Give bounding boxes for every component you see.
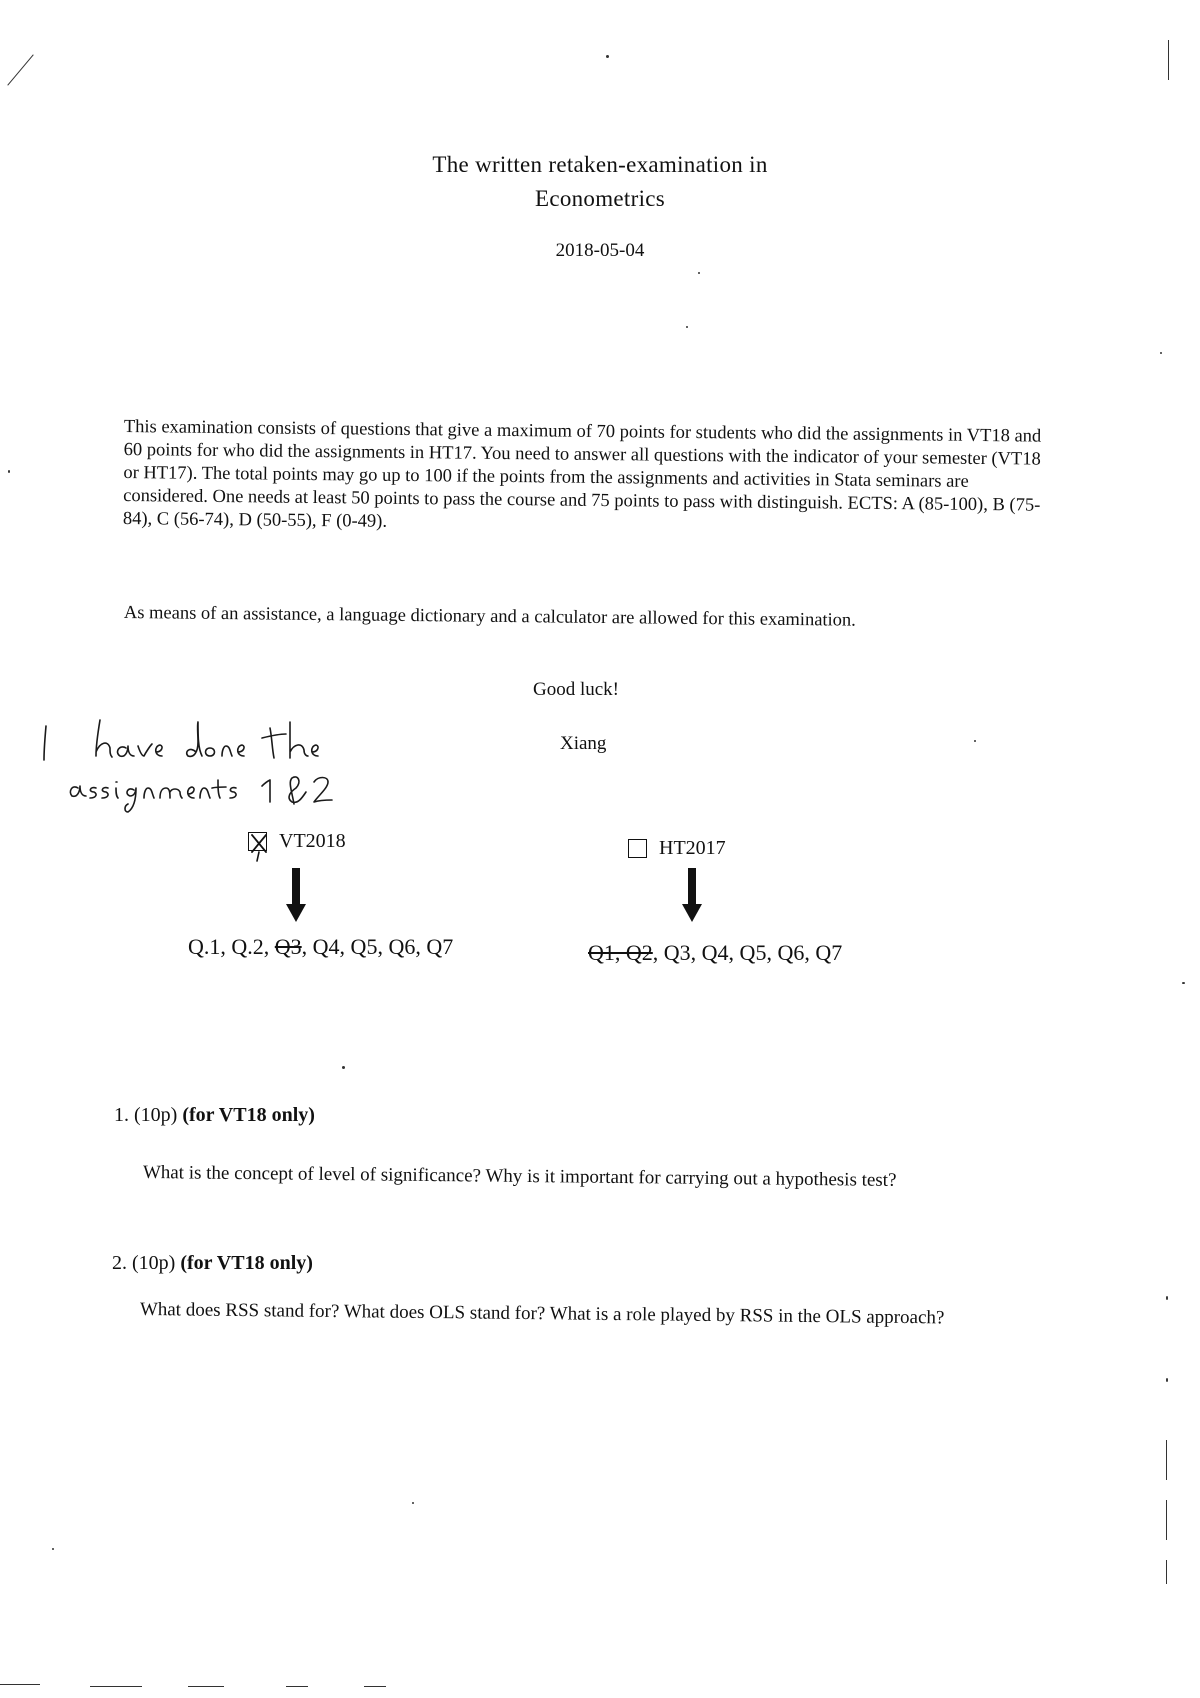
question-number: 1. xyxy=(114,1104,129,1126)
question-scope: (for VT18 only) xyxy=(182,1104,315,1126)
question-number: 2. xyxy=(112,1252,127,1274)
scan-speck xyxy=(364,1686,386,1687)
vt2018-questions-prefix: Q.1, Q.2, xyxy=(188,934,275,959)
arrow-down-icon xyxy=(682,868,702,922)
scan-speck xyxy=(1166,1296,1168,1300)
scan-speck xyxy=(342,1066,345,1069)
scan-speck xyxy=(7,54,33,85)
scan-speck xyxy=(1168,40,1169,80)
semester-ht2017[interactable] xyxy=(628,837,726,860)
vt2018-questions-suffix: , Q4, Q5, Q6, Q7 xyxy=(301,934,454,959)
vt2018-label: VT2018 xyxy=(279,830,346,852)
author-name: Xiang xyxy=(560,733,607,754)
scan-speck xyxy=(1166,1500,1167,1540)
semester-vt2018[interactable] xyxy=(248,830,346,853)
scan-speck xyxy=(1166,1378,1168,1382)
exam-date: 2018-05-04 xyxy=(555,240,645,261)
good-luck-text: Good luck! xyxy=(533,679,620,700)
scan-speck xyxy=(0,1684,40,1685)
handwritten-check-mark-icon xyxy=(245,828,273,862)
scan-speck xyxy=(8,470,10,473)
intro-paragraph: This examination consists of questions that give a maximum of 70 points for students who did the assignments in VT18 and 60 points for who did the assignments in HT17. You need to answer all questions with the indicator of your semester (VT18 or HT17). The total points may go up to 100 if the points from the assignments and activities in Stata seminars are considered. One needs at least 50 points to pass the course and 75 points to pass with distinguish. ECTS: A (85-100), B (75-84), C (56-74), D (50-55), F (0-49). xyxy=(122,416,1042,532)
exam-title-line2: Econometrics xyxy=(534,186,666,211)
scan-speck xyxy=(286,1686,308,1687)
ht2017-struck-questions: Q1, Q2 xyxy=(588,940,653,965)
scan-speck xyxy=(1160,352,1162,354)
ht2017-label: HT2017 xyxy=(659,837,726,859)
aids-paragraph: As means of an assistance, a language dictionary and a calculator are allowed for this examination. xyxy=(123,602,856,631)
scan-speck xyxy=(1166,1560,1167,1584)
scan-speck xyxy=(698,272,700,274)
question-1-heading xyxy=(114,1104,315,1127)
scan-speck xyxy=(90,1686,142,1687)
ht2017-checkbox[interactable] xyxy=(628,839,647,858)
question-points: (10p) xyxy=(132,1252,176,1274)
scan-speck xyxy=(974,740,976,742)
question-1-text: What is the concept of level of significance? Why is it important for carrying out a hypothesis test? xyxy=(142,1162,897,1191)
scan-speck xyxy=(1166,1440,1167,1480)
scan-speck xyxy=(606,55,609,58)
question-2-text: What does RSS stand for? What does OLS stand for? What is a role played by RSS in the OLS approach? xyxy=(139,1299,945,1329)
ht2017-question-list xyxy=(588,940,842,966)
scan-speck xyxy=(1182,982,1185,984)
vt2018-question-list xyxy=(188,934,453,960)
scan-speck xyxy=(52,1548,54,1550)
ht2017-questions-suffix: , Q3, Q4, Q5, Q6, Q7 xyxy=(652,940,843,965)
question-scope: (for VT18 only) xyxy=(180,1252,313,1274)
arrow-down-icon xyxy=(286,868,306,922)
question-2-heading xyxy=(112,1252,313,1275)
scan-speck xyxy=(686,326,688,328)
scan-speck xyxy=(412,1502,414,1504)
handwritten-note xyxy=(0,712,360,822)
vt2018-checkbox[interactable] xyxy=(248,832,267,851)
scan-speck xyxy=(188,1686,224,1687)
question-points: (10p) xyxy=(134,1104,178,1126)
vt2018-struck-question: Q3 xyxy=(274,934,302,959)
exam-title-line1: The written retaken-examination in xyxy=(432,152,768,177)
